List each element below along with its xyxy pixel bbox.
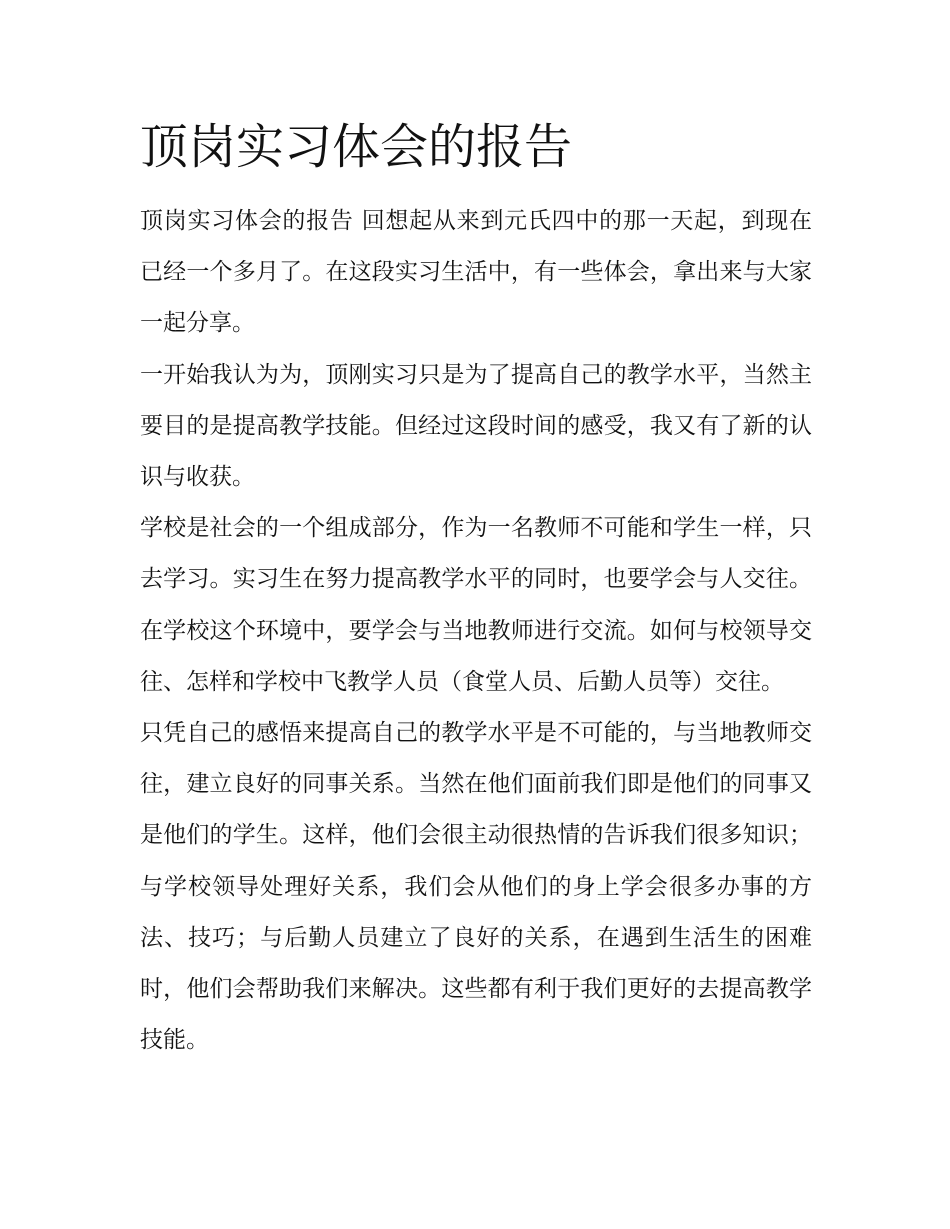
paragraph: 只凭自己的感悟来提高自己的教学水平是不可能的，与当地教师交往，建立良好的同事关系。当然在他们面前我们即是他们的同事又是他们的学生。这样，他们会很主动很热情的告诉我们很多知识；与学校领导处理好关系，我们会从他们的身上学会很多办事的方法、技巧；与后勤人员建立了良好的关系，在遇到生活生的困难时，他们会帮助我们来解决。这些都有利于我们更好的去提高教学技能。: [140, 720, 812, 1054]
paragraph: 一开始我认为为，顶刚实习只是为了提高自己的教学水平，当然主要目的是提高教学技能。但经过这段时间的感受，我又有了新的认识与收获。: [140, 361, 812, 491]
paragraph: 顶岗实习体会的报告 回想起从来到元氏四中的那一天起，到现在已经一个多月了。在这段实习生活中，有一些体会，拿出来与大家一起分享。: [140, 208, 812, 337]
paragraph: 学校是社会的一个组成部分，作为一名教师不可能和学生一样，只去学习。实习生在努力提高教学水平的同时，也要学会与人交往。在学校这个环境中，要学会与当地教师进行交流。如何与校领导交往、怎样和学校中飞教学人员（食堂人员、后勤人员等）交往。: [140, 515, 812, 695]
document-body: [140, 196, 812, 1066]
page-title: 顶岗实习体会的报告: [140, 119, 573, 175]
